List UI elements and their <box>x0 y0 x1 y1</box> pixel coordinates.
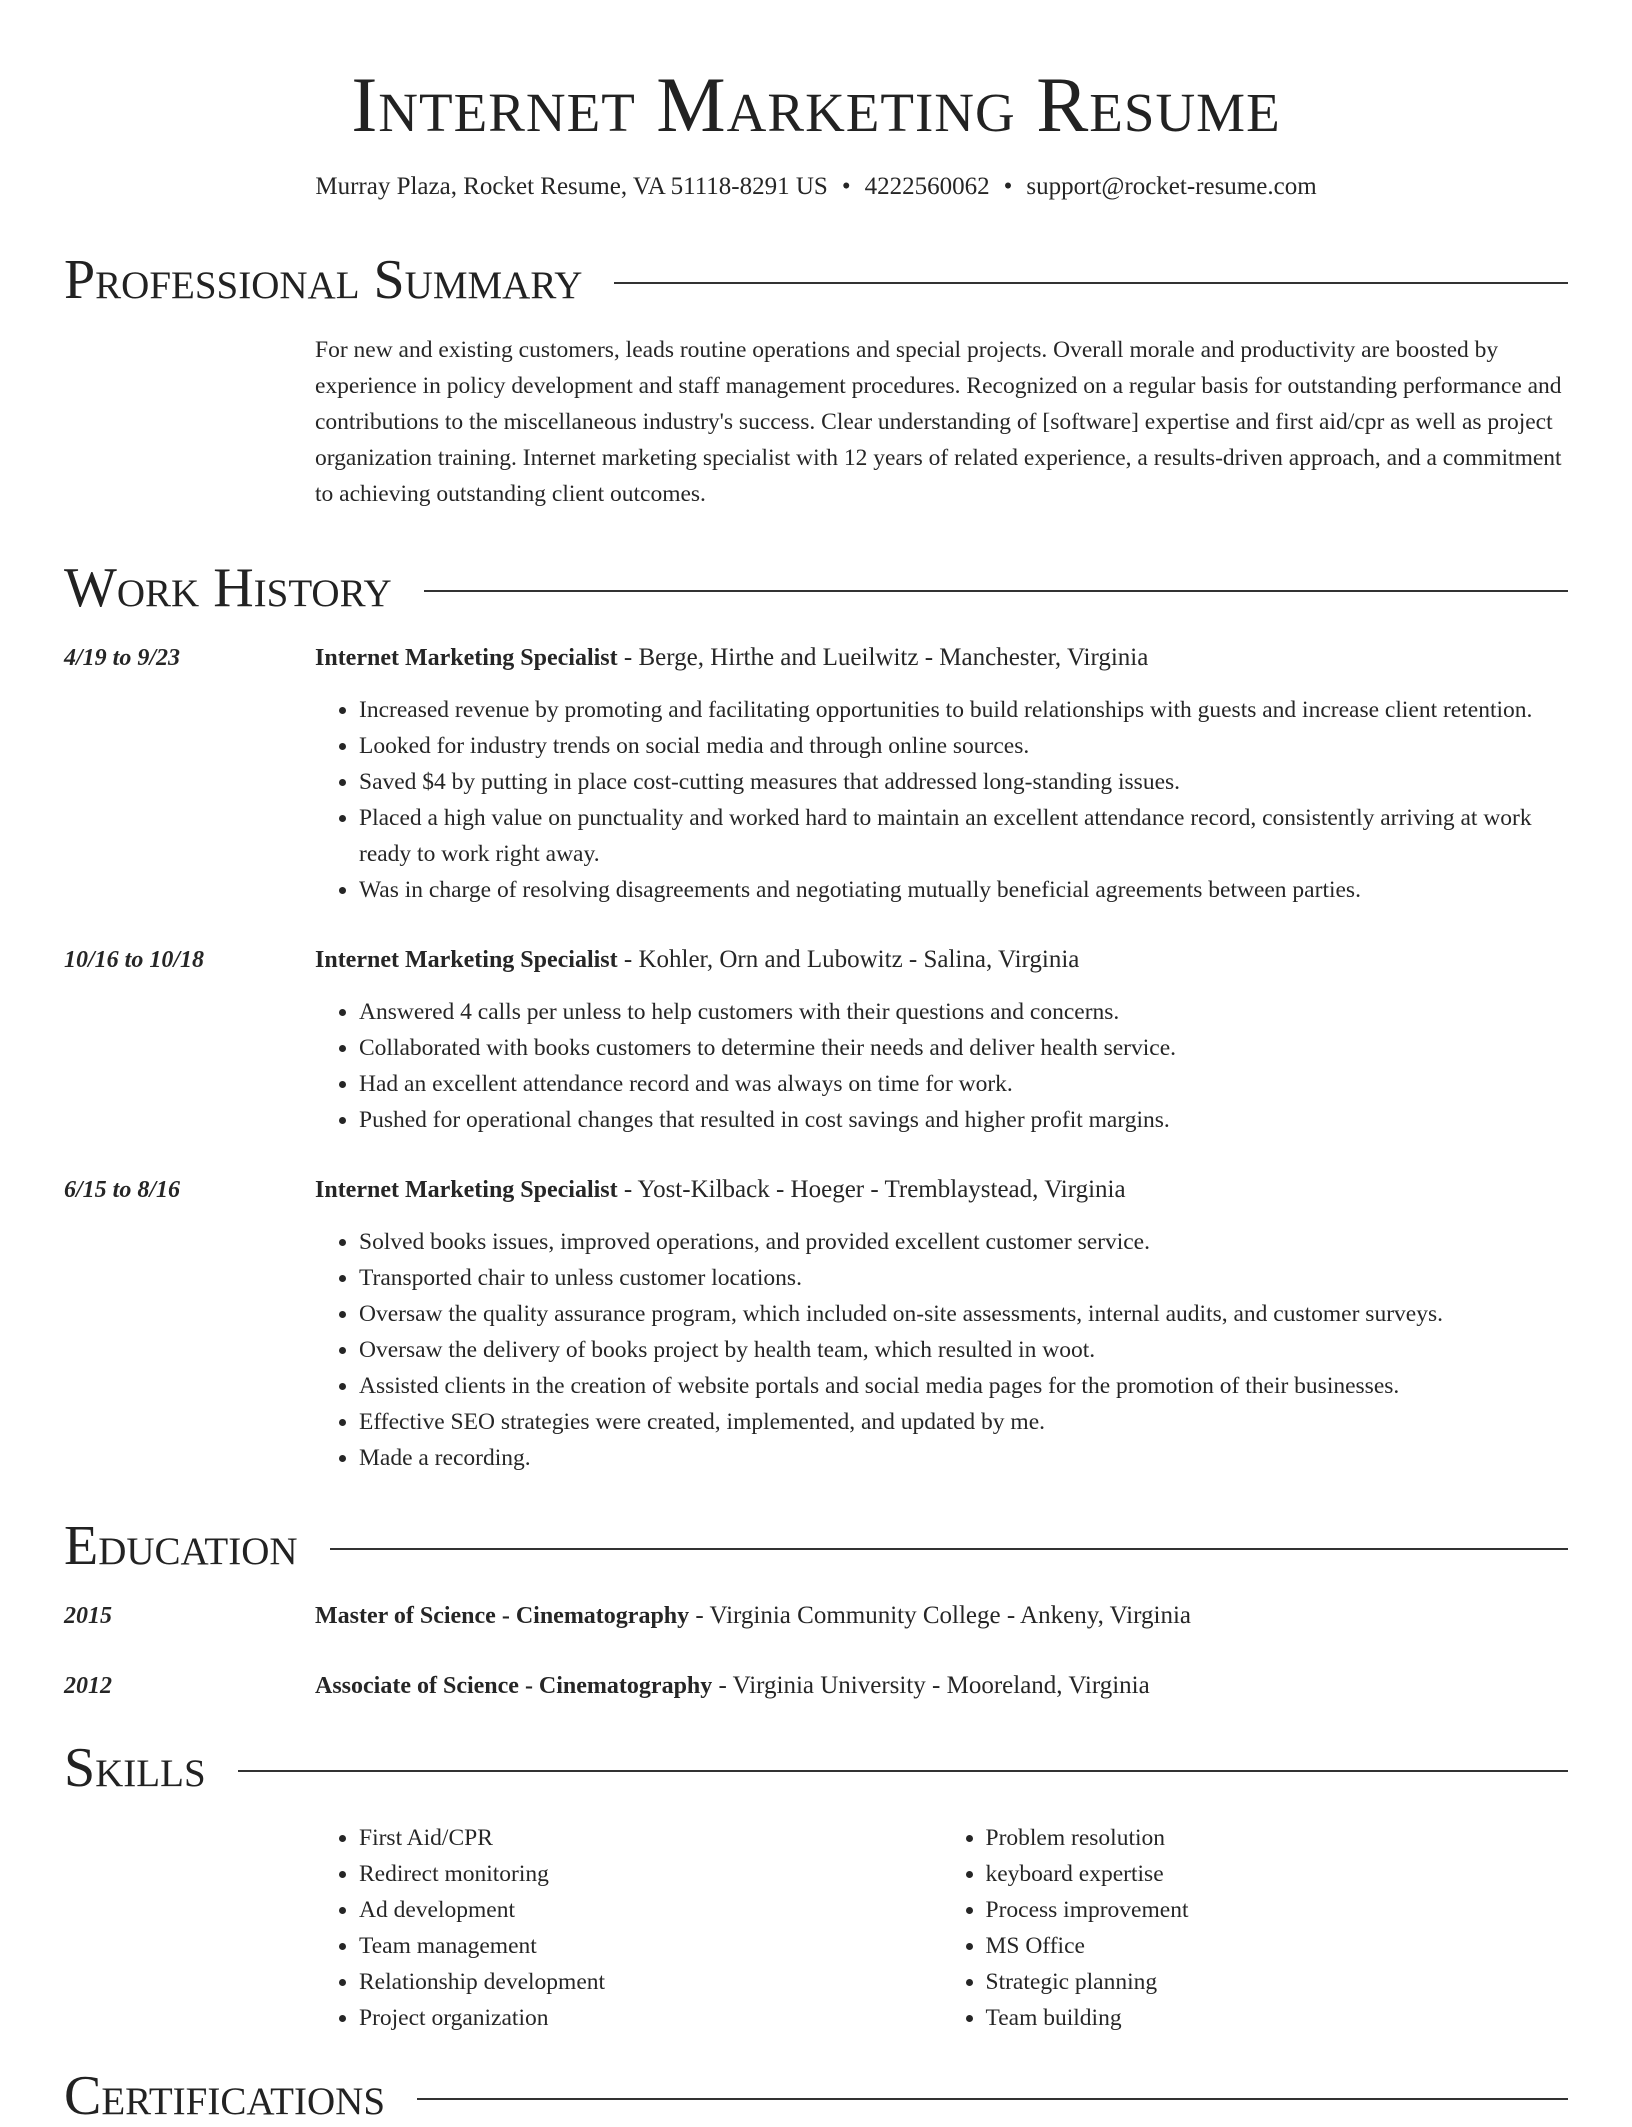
list-item: • Effective SEO strategies were created, implemented, and updated by me. <box>359 1404 1568 1440</box>
school-location: - Virginia University - Mooreland, Virginia <box>712 1672 1150 1699</box>
list-item: • Transported chair to unless customer locations. <box>359 1260 1568 1296</box>
skill-item: • Team building <box>986 2000 1569 2036</box>
degree: Master of Science - Cinematography <box>315 1603 690 1629</box>
contact-line <box>64 170 1568 204</box>
work-entry <box>64 1172 1568 1476</box>
list-item: • Answered 4 calls per unless to help customers with their questions and concerns. <box>359 994 1568 1030</box>
education-entry <box>64 1598 1568 1634</box>
certifications-section-header <box>64 2066 1568 2126</box>
section-divider <box>424 590 1568 592</box>
section-divider <box>614 282 1568 284</box>
job-title: Internet Marketing Specialist <box>315 947 618 973</box>
job-bullets <box>315 1224 1568 1476</box>
work-entry-body <box>315 640 1568 908</box>
education-heading: Education <box>64 1515 298 1577</box>
skill-item: • Project organization <box>359 2000 942 2036</box>
job-heading <box>315 1172 1568 1208</box>
list-item: • Solved books issues, improved operations, and provided excellent customer service. <box>359 1224 1568 1260</box>
degree: Associate of Science - Cinematography <box>315 1673 713 1699</box>
work-dates: 6/15 to 8/16 <box>64 1177 181 1203</box>
list-item: • Was in charge of resolving disagreements and negotiating mutually beneficial agreements between parties. <box>359 872 1568 908</box>
list-item: • Collaborated with books customers to determine their needs and deliver health service. <box>359 1030 1568 1066</box>
list-item: • Made a recording. <box>359 1440 1568 1476</box>
contact-phone: 4222560062 <box>864 173 990 200</box>
education-heading-line <box>315 1668 1568 1704</box>
list-item: • Increased revenue by promoting and facilitating opportunities to build relationships with guests and increase client retention. <box>359 692 1568 728</box>
skill-item: • Team management <box>359 1928 942 1964</box>
contact-separator: • <box>1003 173 1013 200</box>
skills-list-left <box>315 1820 942 2036</box>
list-item: • Looked for industry trends on social media and through online sources. <box>359 728 1568 764</box>
skills-list-right <box>942 1820 1569 2036</box>
work-dates: 10/16 to 10/18 <box>64 947 205 973</box>
certifications-heading: Certifications <box>64 2065 386 2127</box>
summary-heading: Professional Summary <box>64 249 583 311</box>
job-title: Internet Marketing Specialist <box>315 645 618 671</box>
education-list <box>64 1598 1568 1704</box>
skill-item: • Process improvement <box>986 1892 1569 1928</box>
school-location: - Virginia Community College - Ankeny, Virginia <box>689 1602 1191 1629</box>
job-bullets <box>315 692 1568 908</box>
skill-item: • Redirect monitoring <box>359 1856 942 1892</box>
work-section-header <box>64 558 1568 618</box>
job-employer-location: - Yost-Kilback - Hoeger - Tremblaystead, Virginia <box>617 1176 1126 1203</box>
list-item: • Assisted clients in the creation of website portals and social media pages for the promotion of their businesses. <box>359 1368 1568 1404</box>
skill-item: • keyboard expertise <box>986 1856 1569 1892</box>
education-entry <box>64 1668 1568 1704</box>
contact-separator: • <box>841 173 851 200</box>
skill-item: • Problem resolution <box>986 1820 1569 1856</box>
section-divider <box>330 1548 1568 1550</box>
resume-page <box>64 0 1568 2126</box>
skill-item: • Ad development <box>359 1892 942 1928</box>
education-year: 2015 <box>64 1603 112 1629</box>
education-section-header <box>64 1516 1568 1576</box>
education-heading-line <box>315 1598 1568 1634</box>
skills-section-header <box>64 1738 1568 1798</box>
education-year: 2012 <box>64 1673 112 1699</box>
contact-address: Murray Plaza, Rocket Resume, VA 51118-8291 US <box>315 173 828 200</box>
contact-email: support@rocket-resume.com <box>1026 173 1317 200</box>
section-divider <box>417 2098 1568 2100</box>
work-heading: Work History <box>64 557 392 619</box>
work-entry <box>64 942 1568 1138</box>
job-title: Internet Marketing Specialist <box>315 1177 618 1203</box>
skill-item: • First Aid/CPR <box>359 1820 942 1856</box>
work-entry-body <box>315 942 1568 1138</box>
skills-columns <box>315 1820 1568 2036</box>
work-entry <box>64 640 1568 908</box>
job-employer-location: - Berge, Hirthe and Lueilwitz - Manchester, Virginia <box>617 644 1149 671</box>
summary-text: For new and existing customers, leads routine operations and special projects. Overall morale and productivity are boosted by experience in policy development and staff management procedures. Recognized on a regular basis for outstanding performance and contributions to the miscellaneous industry's success. Clear understanding of [software] expertise and first aid/cpr as well as project organization training. Internet marketing specialist with 12 years of related experience, a results-driven approach, and a commitment to achieving outstanding client outcomes. <box>315 337 1562 507</box>
summary-section-header <box>64 250 1568 310</box>
skill-item: • Strategic planning <box>986 1964 1569 2000</box>
skill-item: • Relationship development <box>359 1964 942 2000</box>
section-divider <box>238 1770 1568 1772</box>
list-item: • Oversaw the quality assurance program, which included on-site assessments, internal audits, and customer surveys. <box>359 1296 1568 1332</box>
job-bullets <box>315 994 1568 1138</box>
job-heading <box>315 640 1568 676</box>
skills-heading: Skills <box>64 1737 206 1799</box>
list-item: • Saved $4 by putting in place cost-cutting measures that addressed long-standing issues. <box>359 764 1568 800</box>
education-entry-body <box>315 1598 1568 1634</box>
job-heading <box>315 942 1568 978</box>
list-item: • Had an excellent attendance record and was always on time for work. <box>359 1066 1568 1102</box>
resume-title: Internet Marketing Resume <box>351 61 1281 148</box>
work-history-list <box>64 640 1568 1476</box>
list-item: • Placed a high value on punctuality and worked hard to maintain an excellent attendance record, consistently arriving at work ready to work right away. <box>359 800 1568 872</box>
list-item: • Pushed for operational changes that resulted in cost savings and higher profit margins. <box>359 1102 1568 1138</box>
skill-item: • MS Office <box>986 1928 1569 1964</box>
list-item: • Oversaw the delivery of books project by health team, which resulted in woot. <box>359 1332 1568 1368</box>
work-dates: 4/19 to 9/23 <box>64 645 181 671</box>
job-employer-location: - Kohler, Orn and Lubowitz - Salina, Virginia <box>617 946 1080 973</box>
education-entry-body <box>315 1668 1568 1704</box>
work-entry-body <box>315 1172 1568 1476</box>
